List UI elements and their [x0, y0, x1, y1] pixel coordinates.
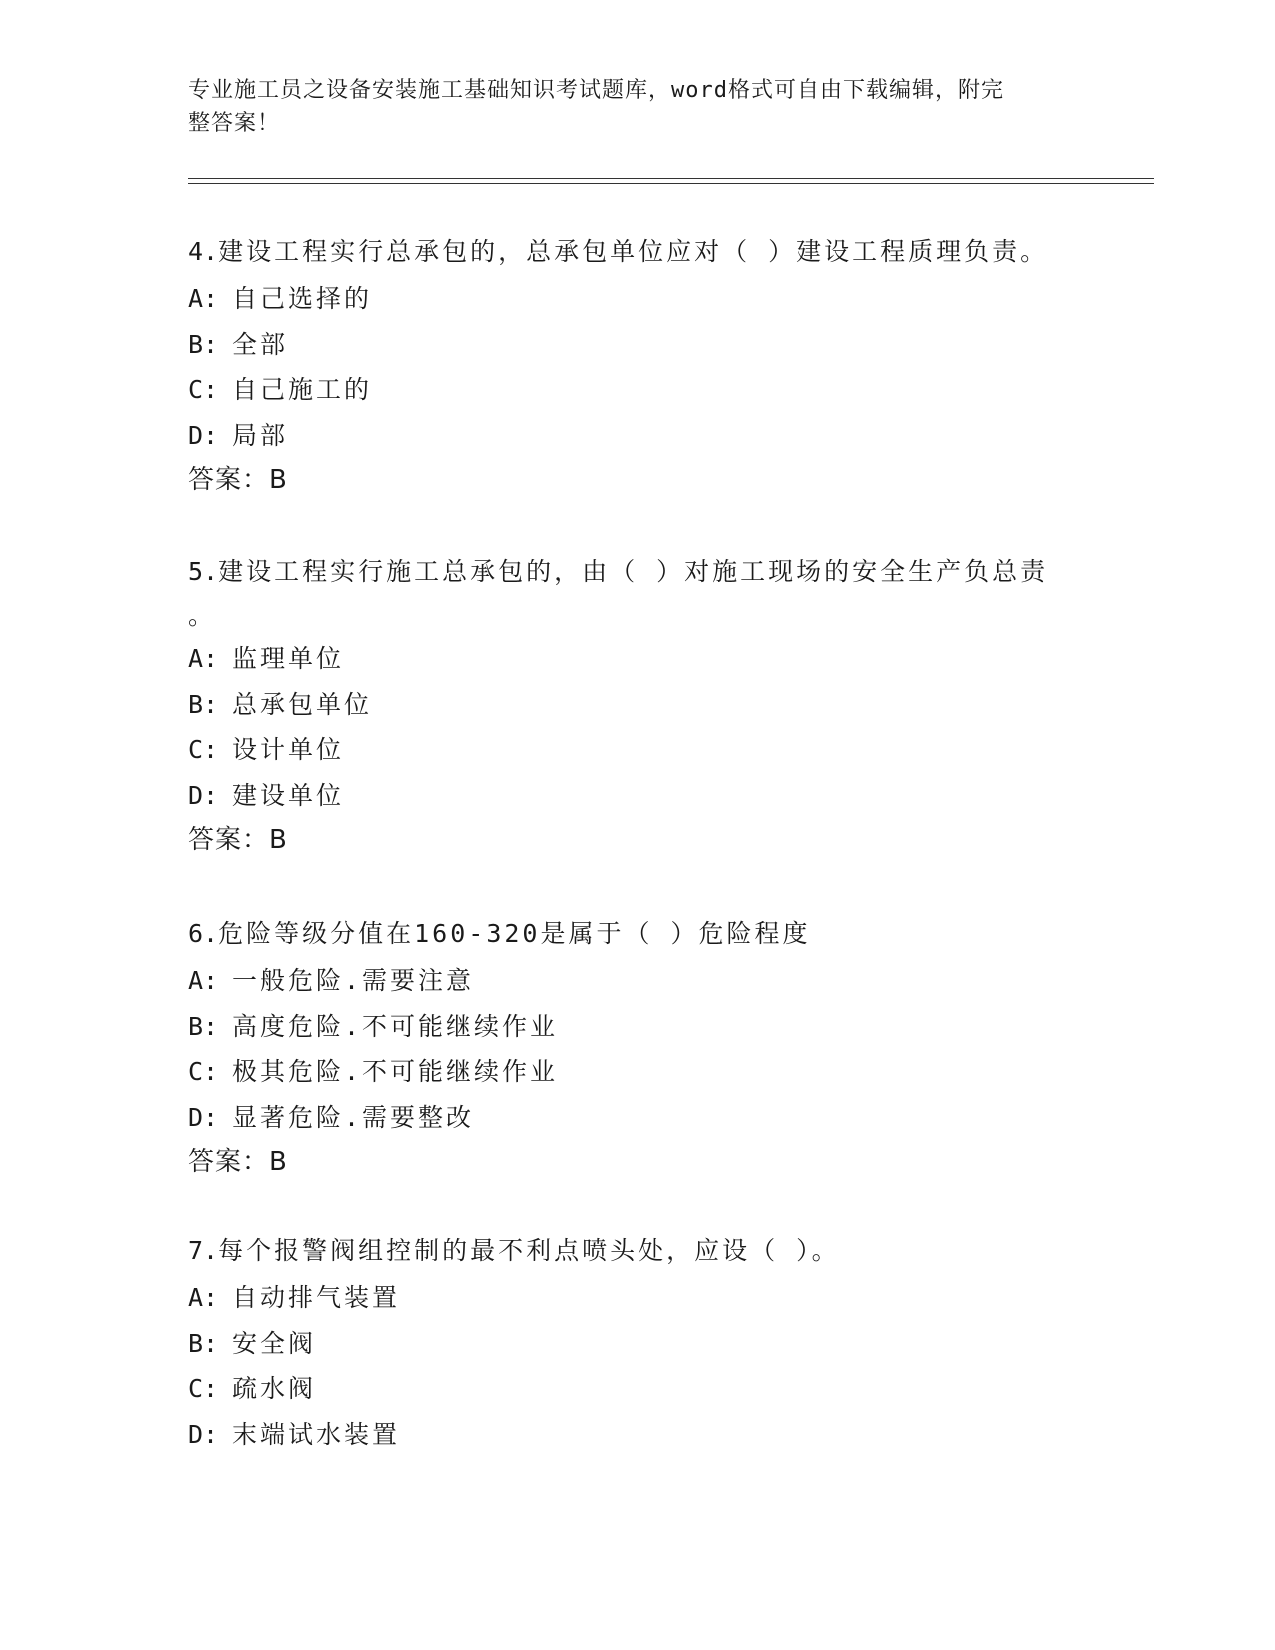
option-text: 自动排气装置 — [232, 1283, 401, 1312]
option-b — [188, 322, 1088, 368]
option-letter: B: — [188, 1328, 219, 1358]
option-letter: B: — [188, 1011, 219, 1041]
answer-value: B — [269, 1147, 288, 1177]
option-letter: B: — [188, 689, 219, 719]
option-d — [188, 773, 1088, 819]
option-letter: A: — [188, 966, 219, 995]
question-number: 5. — [188, 557, 219, 586]
option-letter: D: — [188, 1419, 219, 1449]
header-line-1: 专业施工员之设备安装施工基础知识考试题库，word格式可自由下载编辑，附完 — [188, 78, 1004, 103]
option-a — [188, 636, 1088, 682]
answer-line — [188, 458, 1088, 504]
option-letter: A: — [188, 284, 219, 313]
option-text: 监理单位 — [232, 644, 345, 673]
document-header — [188, 74, 1088, 140]
question-5 — [188, 548, 1088, 864]
question-stem — [188, 910, 1088, 958]
option-letter: C: — [188, 375, 219, 404]
option-letter: D: — [188, 780, 219, 810]
option-text: 高度危险.不可能继续作业 — [232, 1011, 559, 1041]
header-divider-top — [188, 178, 1154, 179]
option-c — [188, 1049, 1088, 1095]
option-text: 总承包单位 — [232, 689, 373, 719]
option-text: 末端试水装置 — [232, 1419, 401, 1449]
option-letter: D: — [188, 420, 219, 450]
header-divider-bottom — [188, 183, 1154, 184]
option-letter: A: — [188, 1283, 219, 1312]
question-6 — [188, 910, 1088, 1186]
option-letter: C: — [188, 735, 219, 764]
answer-value: B — [269, 465, 288, 495]
option-text: 设计单位 — [232, 735, 345, 764]
answer-label: 答案： — [188, 825, 270, 855]
question-text: 建设工程实行总承包的，总承包单位应对（ ）建设工程质理负责。 — [218, 237, 1049, 266]
option-text: 显著危险.需要整改 — [232, 1102, 475, 1132]
option-text: 建设单位 — [232, 780, 345, 810]
question-4 — [188, 228, 1088, 504]
question-stem-continuation: 。 — [188, 601, 217, 630]
option-c — [188, 1366, 1088, 1412]
question-number: 4. — [188, 237, 219, 266]
option-c — [188, 367, 1088, 413]
option-a — [188, 1275, 1088, 1321]
option-text: 自己选择的 — [232, 284, 373, 313]
option-d — [188, 1412, 1088, 1458]
option-d — [188, 413, 1088, 459]
option-c — [188, 727, 1088, 773]
option-a — [188, 958, 1088, 1004]
question-number: 6. — [188, 919, 219, 948]
option-letter: C: — [188, 1057, 219, 1086]
option-text: 自己施工的 — [232, 375, 373, 404]
question-number: 7. — [188, 1236, 219, 1265]
option-text: 局部 — [232, 420, 289, 450]
question-7 — [188, 1227, 1088, 1457]
option-b — [188, 682, 1088, 728]
answer-label: 答案： — [188, 465, 270, 495]
question-stem — [188, 228, 1088, 276]
option-letter: C: — [188, 1374, 219, 1403]
option-b — [188, 1321, 1088, 1367]
header-line-2: 整答案！ — [188, 111, 281, 136]
option-text: 全部 — [232, 329, 289, 359]
option-b — [188, 1004, 1088, 1050]
answer-line — [188, 818, 1088, 864]
option-text: 疏水阀 — [232, 1374, 317, 1403]
option-letter: A: — [188, 644, 219, 673]
option-letter: D: — [188, 1102, 219, 1132]
option-a — [188, 276, 1088, 322]
answer-value: B — [269, 825, 288, 855]
option-d — [188, 1095, 1088, 1141]
option-letter: B: — [188, 329, 219, 359]
question-stem — [188, 1227, 1088, 1275]
answer-line — [188, 1140, 1088, 1186]
question-text: 建设工程实行施工总承包的，由（ ）对施工现场的安全生产负总责 — [218, 557, 1049, 586]
question-text: 危险等级分值在160-320是属于（ ）危险程度 — [218, 919, 811, 948]
option-text: 安全阀 — [232, 1328, 317, 1358]
answer-label: 答案： — [188, 1147, 270, 1177]
question-stem — [188, 548, 1088, 596]
option-text: 极其危险.不可能继续作业 — [232, 1057, 559, 1086]
option-text: 一般危险.需要注意 — [232, 966, 475, 995]
question-text: 每个报警阀组控制的最不利点喷头处，应设（ ）。 — [218, 1236, 840, 1265]
